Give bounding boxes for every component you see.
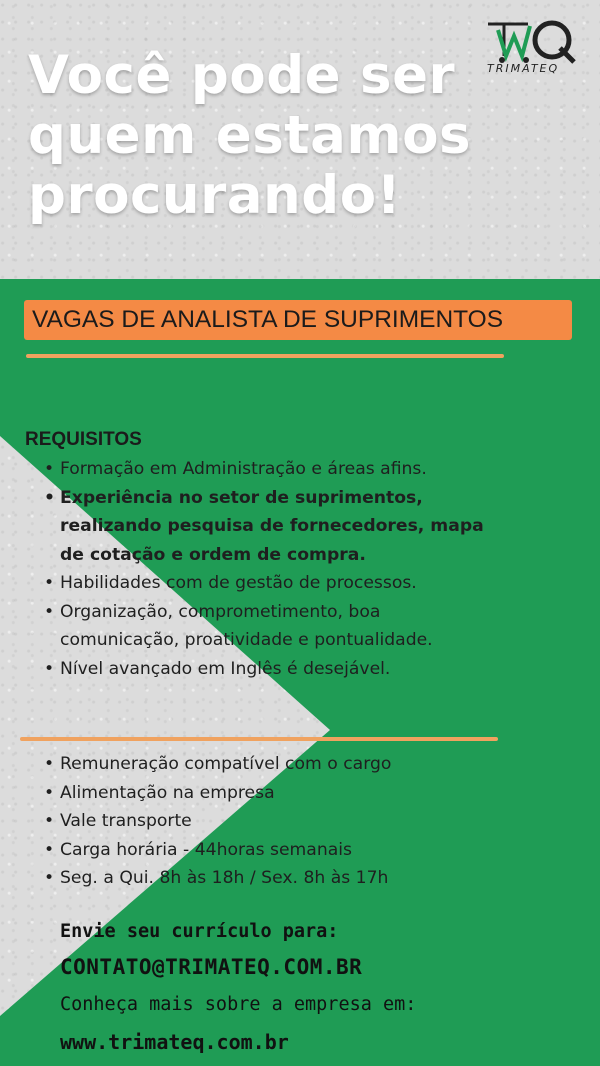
benefit-item: • Alimentação na empresa — [38, 779, 391, 808]
benefit-item: • Carga horária - 44horas semanais — [38, 836, 391, 865]
benefit-item: • Vale transporte — [38, 807, 391, 836]
headline-line-2: quem estamos — [28, 105, 472, 166]
headline-line-1: Você pode ser — [28, 45, 456, 106]
divider-middle — [20, 737, 498, 741]
requirement-item: • Organização, comprometimento, boa — [38, 598, 484, 627]
requirement-item: • Habilidades com de gestão de processos. — [38, 569, 484, 598]
headline-line-3: procurando! — [28, 165, 402, 226]
requirement-item-continued: comunicação, proatividade e pontualidade. — [60, 630, 433, 650]
requirement-item: • Experiência no setor de suprimentos, — [38, 484, 484, 513]
requirements-list — [38, 455, 484, 683]
requirement-item-continued: realizando pesquisa de fornecedores, mapa — [60, 516, 484, 536]
contact-email[interactable]: CONTATO@TRIMATEQ.COM.BR — [60, 955, 363, 979]
job-title-banner: VAGAS DE ANALISTA DE SUPRIMENTOS — [24, 300, 572, 340]
headline — [28, 46, 471, 226]
divider-top — [26, 354, 504, 358]
benefit-item: • Seg. a Qui. 8h às 18h / Sex. 8h às 17h — [38, 864, 391, 893]
benefits-list — [38, 750, 391, 893]
requirement-item: • Formação em Administração e áreas afins. — [38, 455, 484, 484]
benefit-item: • Remuneração compatível com o cargo — [38, 750, 391, 779]
requirement-item: • Nível avançado em Inglês é desejável. — [38, 655, 484, 684]
requirement-item-continued: de cotação e ordem de compra. — [60, 544, 366, 565]
send-cv-label: Envie seu currículo para: — [60, 921, 339, 942]
requirements-title: REQUISITOS — [25, 429, 142, 450]
know-more-label: Conheça mais sobre a empresa em: — [60, 994, 417, 1015]
website-link[interactable]: www.trimateq.com.br — [60, 1030, 289, 1054]
logo-wordmark: TRIMATEQ — [487, 62, 560, 75]
